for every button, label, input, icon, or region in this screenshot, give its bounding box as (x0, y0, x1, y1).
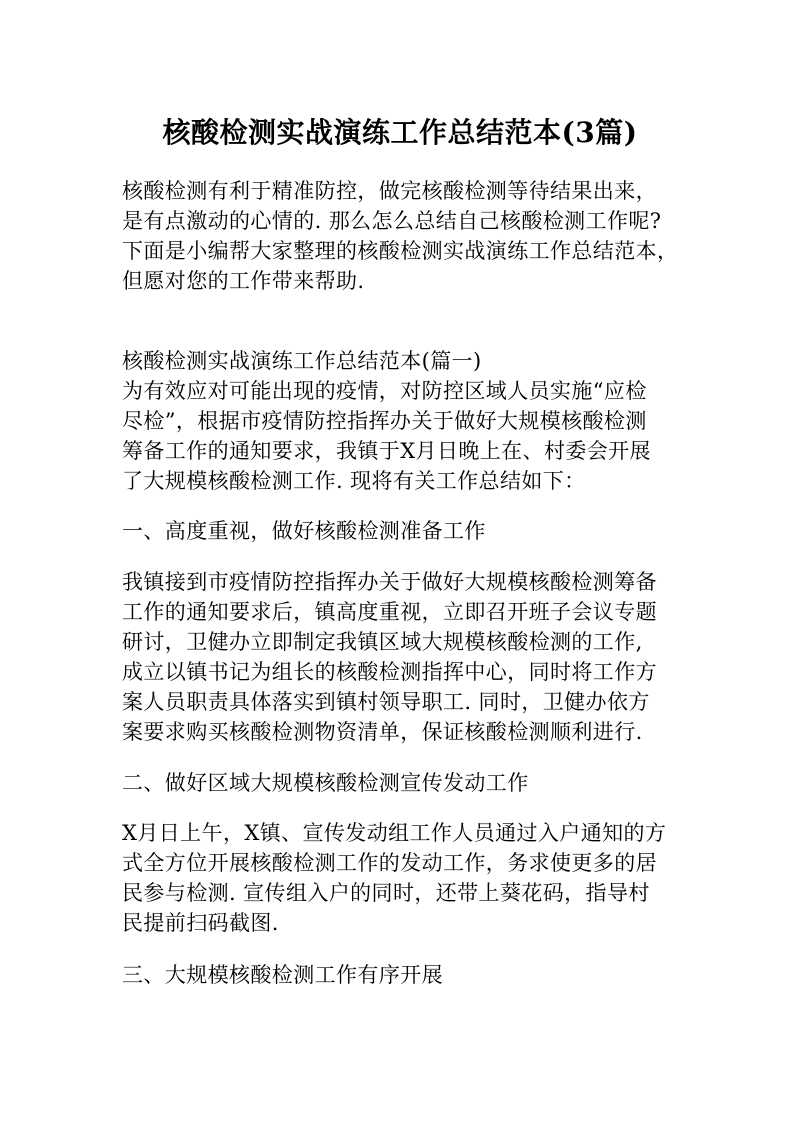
section-intro-line: 为有效应对可能出现的疫情，对防控区域人员实施“应检 (122, 379, 647, 403)
heading-one: 一、高度重视，做好核酸检测准备工作 (122, 519, 486, 543)
paragraph-line: 我镇接到市疫情防控指挥办关于做好大规模核酸检测筹备 (122, 570, 657, 594)
paragraph-two (122, 818, 692, 938)
paragraph-one (122, 567, 692, 747)
section-title: 核酸检测实战演练工作总结范本(篇一) (122, 349, 482, 373)
paragraph-line: 案要求购买核酸检测物资清单，保证核酸检测顺利进行. (122, 720, 643, 744)
paragraph-line: 民提前扫码截图. (122, 911, 279, 935)
intro-line: 是有点激动的心情的. 那么怎么总结自己核酸检测工作呢? (122, 209, 662, 233)
section-intro-line: 尽检”，根据市疫情防控指挥办关于做好大规模核酸检测 (122, 409, 647, 433)
section-intro-line: 筹备工作的通知要求，我镇于X月日晚上在、村委会开展 (122, 439, 651, 463)
paragraph-line: 案人员职责具体落实到镇村领导职工. 同时，卫健办依方 (122, 690, 650, 714)
paragraph-line: 成立以镇书记为组长的核酸检测指挥中心，同时将工作方 (122, 660, 657, 684)
heading-two: 二、做好区域大规模核酸检测宣传发动工作 (122, 771, 529, 795)
paragraph-line: 工作的通知要求后，镇高度重视，立即召开班子会议专题 (122, 600, 657, 624)
intro-line: 核酸检测有利于精准防控，做完核酸检测等待结果出来， (122, 179, 657, 203)
paragraph-line: X月日上午，X镇、宣传发动组工作人员通过入户通知的方 (122, 821, 667, 845)
intro-line: 下面是小编帮大家整理的核酸检测实战演练工作总结范本， (122, 239, 679, 263)
document-title: 核酸检测实战演练工作总结范本(3篇) (162, 116, 638, 149)
paragraph-line: 研讨，卫健办立即制定我镇区域大规模核酸检测的工作, (122, 630, 643, 654)
paragraph-line: 式全方位开展核酸检测工作的发动工作，务求使更多的居 (122, 851, 657, 875)
intro-paragraph (122, 176, 692, 296)
intro-line: 但愿对您的工作带来帮助. (122, 269, 365, 293)
section-intro-line: 了大规模核酸检测工作. 现将有关工作总结如下： (122, 469, 586, 493)
paragraph-line: 民参与检测. 宣传组入户的同时，还带上葵花码，指导村 (122, 881, 650, 905)
section-intro-paragraph (122, 376, 692, 496)
heading-three: 三、大规模核酸检测工作有序开展 (122, 963, 443, 987)
